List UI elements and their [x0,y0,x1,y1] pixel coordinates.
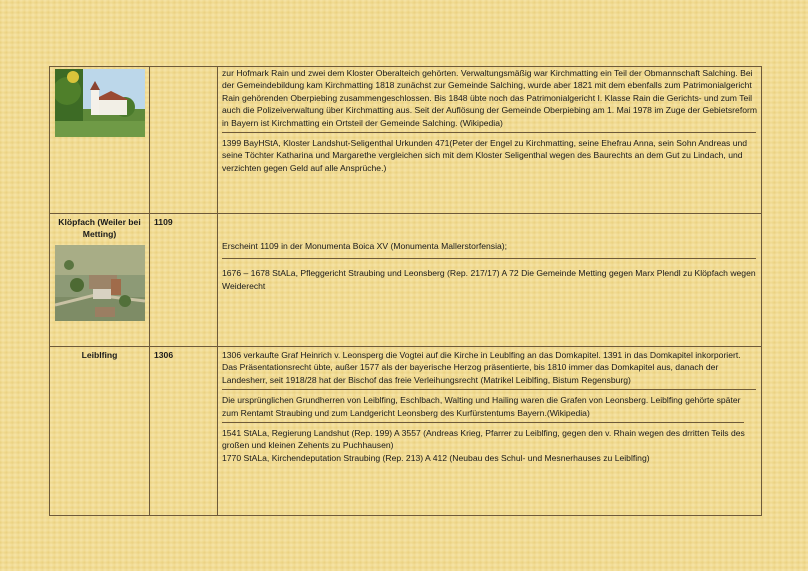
history-paragraph: zur Hofmark Rain und zwei dem Kloster Oberalteich gehörten. Verwaltungsmäßig war Kirchmatting ein Teil der Obmannschaft Salching. Bei der Gemeindebildung kam Kirchmatting 1818 zunächst zur Gemeinde Salching, wurde aber 1821 mit dem ebenfalls zum Patrimonialgericht Rain gehörenden Oberpiebing zusammengeschlossen. Bis 1848 übte noch das Patrimonialgericht I. Klasse Rain die Gerichts- und zum Teil auch die Polizeiverwaltung über Kirchmatting aus. Seit der Auflösung der Gemeinde Oberpiebing am 1. Mai 1978 im Zuge der Gebietsreform in Bayern ist Kirchmatting ein Ortsteil der Gemeinde Salching. (Wikipedia) [222,68,758,128]
year-cell: 1306 [150,347,218,516]
divider [222,258,756,259]
divider [222,389,756,390]
church-photo [55,69,145,137]
text-cell [218,347,762,516]
text-cell [218,67,762,214]
text-cell [218,214,762,347]
place-cell [50,214,150,347]
aerial-photo [55,245,145,321]
place-cell [50,67,150,214]
place-cell [50,347,150,516]
archive-entry: 1399 BayHStA, Kloster Landshut-Seligenthal Urkunden 471(Peter der Engel zu Kirchmatting, seine Ehefrau Anna, sein Sohn Andreas und seine Töchter Katharina und Margarethe vergleichen sich mit dem Kloster Seligenthal wegen des Baurechts an dem Gut zu Lindach, und verzichten gegen Geld auf alle Ansprüche.) [222,138,748,173]
chronicle-table [49,66,762,516]
year-cell: 1109 [150,214,218,347]
place-name: Leiblfing [81,350,118,360]
table-row [50,214,762,347]
table-row [50,67,762,214]
year-cell [150,67,218,214]
table-row [50,347,762,516]
archive-entry: 1770 StALa, Kirchendeputation Straubing (Rep. 213) A 412 (Neubau des Schul- und Mesnerhauses zu Leiblfing) [222,452,650,463]
divider [222,422,744,423]
history-paragraph: Erscheint 1109 in der Monumenta Boica XV (Monumenta Mallerstorfensia); [222,241,508,251]
history-paragraph: 1306 verkaufte Graf Heinrich v. Leonsperg die Vogtei auf die Kirche in Leublfing an das Domkapitel. 1391 in das Domkapitel inkorporiert. Das Präsentationsrecht übte, außer 1577 als der bayerische Herzog präsentierte, bis 1810 immer das Domkapitel aus, danach der Landesherr, seit 1918/28 hat der Bischof das freie Verleihungsrecht (Matrikel Leiblfing, Bistum Regensburg) [222,350,741,385]
history-paragraph: Die ursprünglichen Grundherren von Leiblfing, Eschlbach, Walting und Hailing waren die Grafen von Leonsberg. Leiblfing gehörte später zum Rentamt Straubing und zum Landgericht Leonsberg des Kurfürstentums Bayern.(Wikipedia) [222,395,741,418]
place-name: Klöpfach (Weiler bei Metting) [58,217,141,240]
archive-entry: 1676 – 1678 StALa, Pfleggericht Straubing und Leonsberg (Rep. 217/17) A 72 Die Gemeinde Metting gegen Marx Plendl zu Klöpfach wegen Weiderecht [222,268,756,291]
divider [222,132,756,133]
archive-entry: 1541 StALa, Regierung Landshut (Rep. 199) A 3557 (Andreas Krieg, Pfarrer zu Leiblfing, gegen den v. Rhain wegen des drritten Teils des großen und kleinen Zehents zu Puchhausen) [222,428,745,451]
